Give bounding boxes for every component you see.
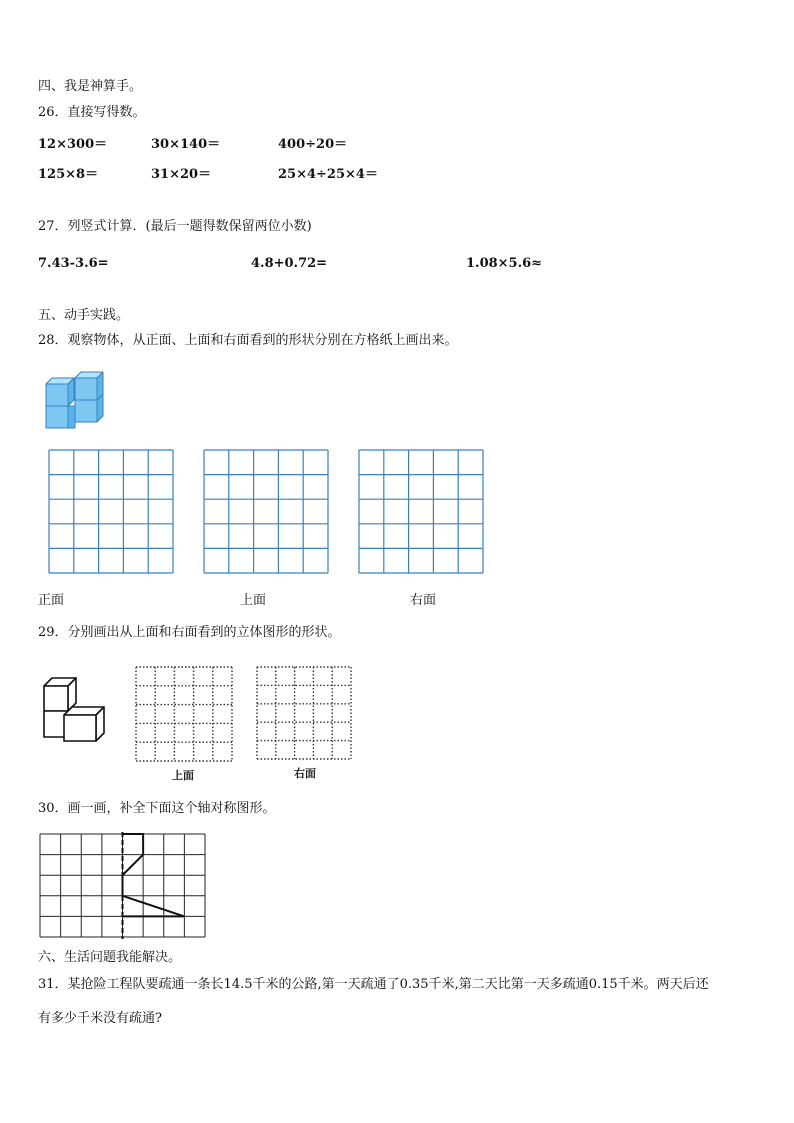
q29-title: 29．分别画出从上面和右面看到的立体图形的形状。: [38, 625, 341, 640]
q28-title: 28．观察物体，从正面、上面和右面看到的形状分别在方格纸上画出来。: [38, 333, 458, 348]
q26-item-2: 30×140＝: [151, 137, 221, 152]
q29-label-top: 上面: [172, 769, 194, 782]
section-4-title: 四、我是神算手。: [38, 79, 143, 94]
q28-grid-front[interactable]: [49, 450, 174, 574]
q26-item-5: 31×20＝: [151, 167, 212, 182]
q26-item-1: 12×300＝: [38, 137, 108, 152]
q31-line-1: 31．某抢险工程队要疏通一条长14.5千米的公路,第一天疏通了0.35千米,第二天比第一天多疏通0.15千米。两天后还: [38, 977, 709, 992]
q26-item-3: 400÷20＝: [278, 137, 348, 152]
section-6-title: 六、生活问题我能解决。: [38, 950, 182, 965]
q29-grid-top[interactable]: [136, 667, 234, 763]
q28-cube-figure: [44, 372, 106, 432]
section-5-title: 五、动手实践。: [38, 308, 130, 323]
q28-label-top: 上面: [240, 593, 267, 608]
q27-item-1: 7.43-3.6=: [38, 256, 109, 271]
q27-item-3: 1.08×5.6≈: [466, 256, 543, 271]
q28-label-right: 右面: [410, 593, 437, 608]
q30-symmetry-grid[interactable]: [40, 834, 206, 938]
q28-label-front: 正面: [38, 593, 65, 608]
q29-label-right: 右面: [294, 767, 316, 780]
q28-grid-top[interactable]: [204, 450, 329, 574]
q26-item-6: 25×4÷25×4＝: [278, 167, 378, 182]
q26-title: 26．直接写得数。: [38, 105, 146, 120]
q29-cube-figure: [40, 677, 108, 743]
q29-grid-right[interactable]: [257, 667, 353, 761]
q28-grid-right[interactable]: [359, 450, 484, 574]
q31-line-2: 有多少千米没有疏通?: [38, 1011, 162, 1026]
q27-item-2: 4.8+0.72=: [251, 256, 328, 271]
q30-title: 30．画一画，补全下面这个轴对称图形。: [38, 801, 276, 816]
q26-item-4: 125×8＝: [38, 167, 99, 182]
q27-title: 27．列竖式计算．(最后一题得数保留两位小数): [38, 219, 312, 234]
